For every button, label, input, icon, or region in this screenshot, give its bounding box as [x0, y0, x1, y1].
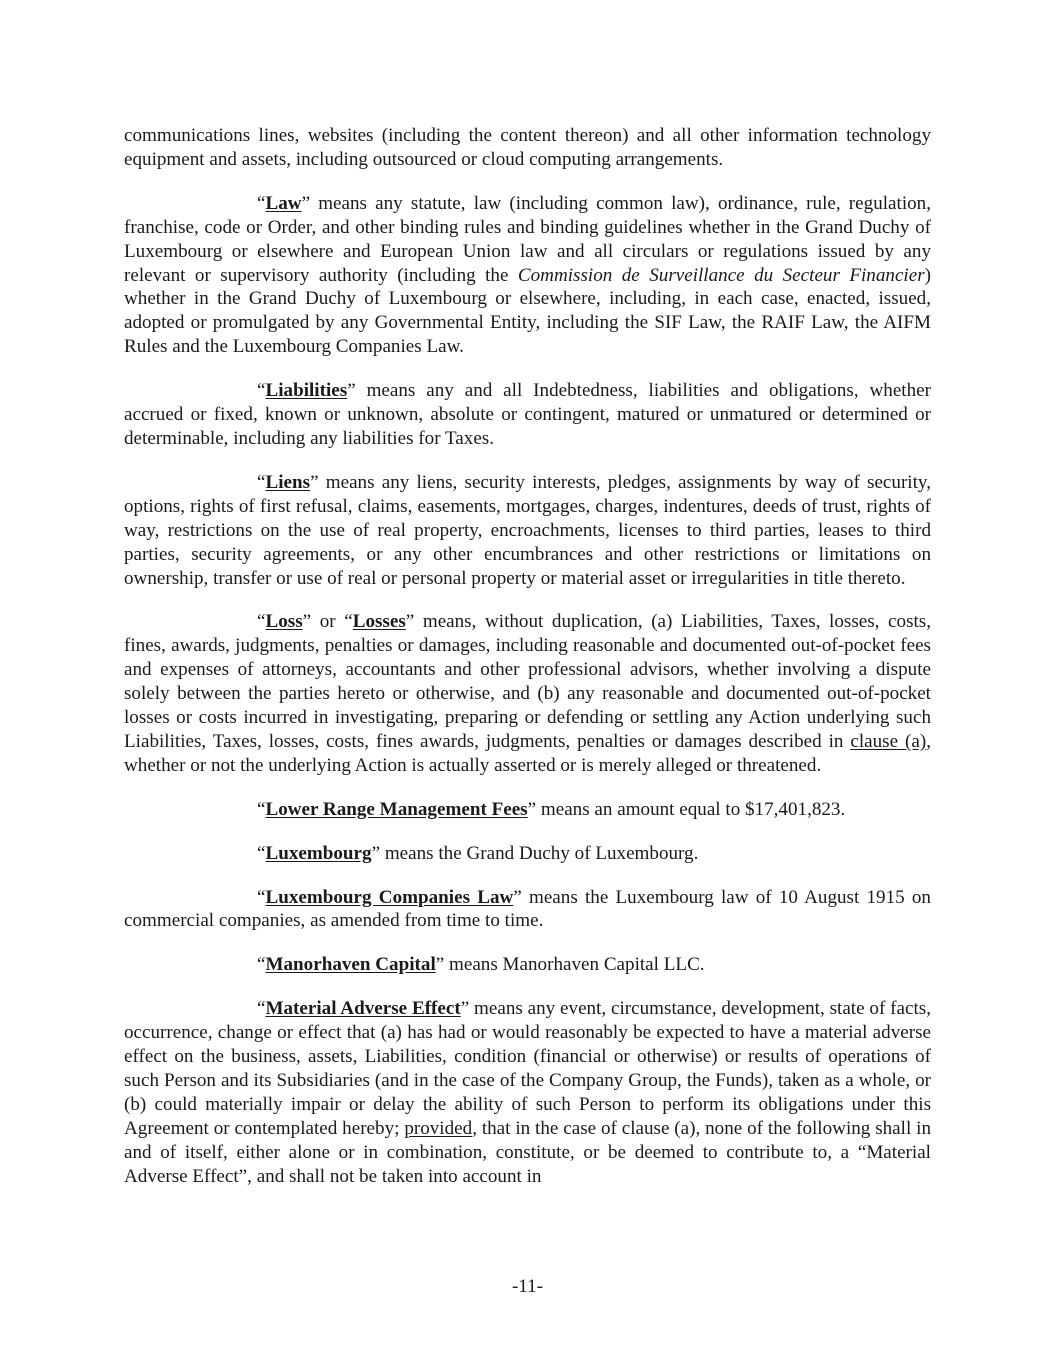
quote-open: “: [257, 798, 266, 820]
definition-text: ” means the Luxembourg law of 10 August 1915 on commercial companies, as amended from time to time.: [124, 886, 931, 932]
provided-underline: provided: [404, 1117, 473, 1139]
definition-text: , that in the case of clause (a), none of the following shall in and of itself, either alone or in combination, constitute, or be deemed to contribute to, a “Material Adverse Effect”, and shall not be taken into account in: [124, 1117, 931, 1187]
document-page: [124, 124, 931, 1209]
definition-text: ” means Manorhaven Capital LLC.: [435, 954, 705, 976]
definition-luxembourg: [124, 842, 931, 866]
definition-text: ) whether in the Grand Duchy of Luxembourg or elsewhere, including, in each case, enacted, issued, adopted or promulgated by any Governmental Entity, including the SIF Law, the RAIF Law, the AIFM Rules and the Luxembourg Companies Law.: [124, 264, 931, 358]
defined-term: Losses: [352, 611, 406, 633]
text: communications lines, websites (including the content thereon) and all other information technology equipment and assets, including outsourced or cloud computing arrangements.: [124, 125, 931, 170]
definition-text: ” means an amount equal to $17,401,823.: [527, 798, 846, 820]
definition-liens: [124, 471, 931, 591]
definition-text: ” means, without duplication, (a) Liabilities, Taxes, losses, costs, fines, awards, judgments, penalties or damages, including reasonable and documented out-of-pocket fees and expenses of attorneys, accountants and other professional advisors, whether involving a dispute solely between the parties hereto or otherwise, and (b) any reasonable and documented out-of-pocket losses or costs incurred in investigating, preparing or defending or settling any Action underlying such Liabilities, Taxes, losses, costs, fines awards, judgments, penalties or damages described in: [124, 611, 932, 752]
defined-term: Loss: [265, 611, 303, 633]
defined-term: Law: [265, 192, 302, 214]
definition-loss: [124, 610, 931, 777]
quote-open: “: [257, 380, 266, 402]
quote-open: “: [257, 886, 266, 908]
defined-term: Lower Range Management Fees: [265, 798, 528, 820]
definition-text: ” means any event, circumstance, development, state of facts, occurrence, change or effect that (a) has had or would reasonably be expected to have a material adverse effect on the business, assets, Liabilities, condition (financial or otherwise) or results of operations of such Person and its Subsidiaries (and in the case of the Company Group, the Funds), taken as a whole, or (b) could materially impair or delay the ability of such Person to perform its obligations under this Agreement or contemplated hereby;: [124, 998, 931, 1139]
definition-law: [124, 192, 931, 359]
clause-reference: clause (a): [850, 730, 927, 752]
definition-text: , whether or not the underlying Action is actually asserted or is merely alleged or threatened.: [124, 730, 931, 776]
definition-text: ” means any and all Indebtedness, liabilities and obligations, whether accrued or fixed, known or unknown, absolute or contingent, matured or unmatured or determined or determinable, including any liabilities for Taxes.: [124, 380, 931, 449]
italic-text: Commission de Surveillance du Secteur Financier: [517, 264, 925, 286]
definition-manorhaven-capital: [124, 953, 931, 977]
page-number: -11-: [511, 1276, 544, 1297]
quote-open: “: [257, 471, 266, 493]
defined-term: Luxembourg Companies Law: [265, 886, 514, 908]
quote-open: “: [257, 192, 266, 214]
quote-open: “: [257, 954, 266, 976]
quote-open: “: [257, 842, 266, 864]
quote-open: “: [257, 998, 266, 1020]
defined-term: Luxembourg: [265, 842, 372, 864]
definition-text: ” means the Grand Duchy of Luxembourg.: [371, 842, 699, 864]
definition-liabilities: [124, 379, 931, 451]
definition-luxembourg-companies-law: [124, 886, 931, 934]
paragraph-continuation: [124, 124, 931, 172]
defined-term: Manorhaven Capital: [265, 954, 436, 976]
quote-open: “: [257, 611, 266, 633]
definition-text: ” or “: [302, 611, 353, 633]
defined-term: Material Adverse Effect: [265, 998, 461, 1020]
defined-term: Liens: [265, 471, 311, 493]
definition-lower-range-management-fees: [124, 798, 931, 822]
definition-text: ” means any liens, security interests, pledges, assignments by way of security, options, rights of first refusal, claims, easements, mortgages, charges, indentures, deeds of trust, rights of way, restrictions on the use of real property, encroachments, licenses to third parties, leases to third parties, security agreements, or any other encumbrances and other restrictions or limitations on ownership, transfer or use of real or personal property or material asset or irregularities in title thereto.: [124, 471, 931, 589]
definition-text: ” means any statute, law (including common law), ordinance, rule, regulation, franchise, code or Order, and other binding rules and binding guidelines whether in the Grand Duchy of Luxembourg or elsewhere and European Union law and all circulars or regulations issued by any relevant or supervisory authority (including the: [124, 192, 931, 286]
definition-material-adverse-effect: [124, 997, 931, 1188]
defined-term: Liabilities: [265, 380, 348, 402]
